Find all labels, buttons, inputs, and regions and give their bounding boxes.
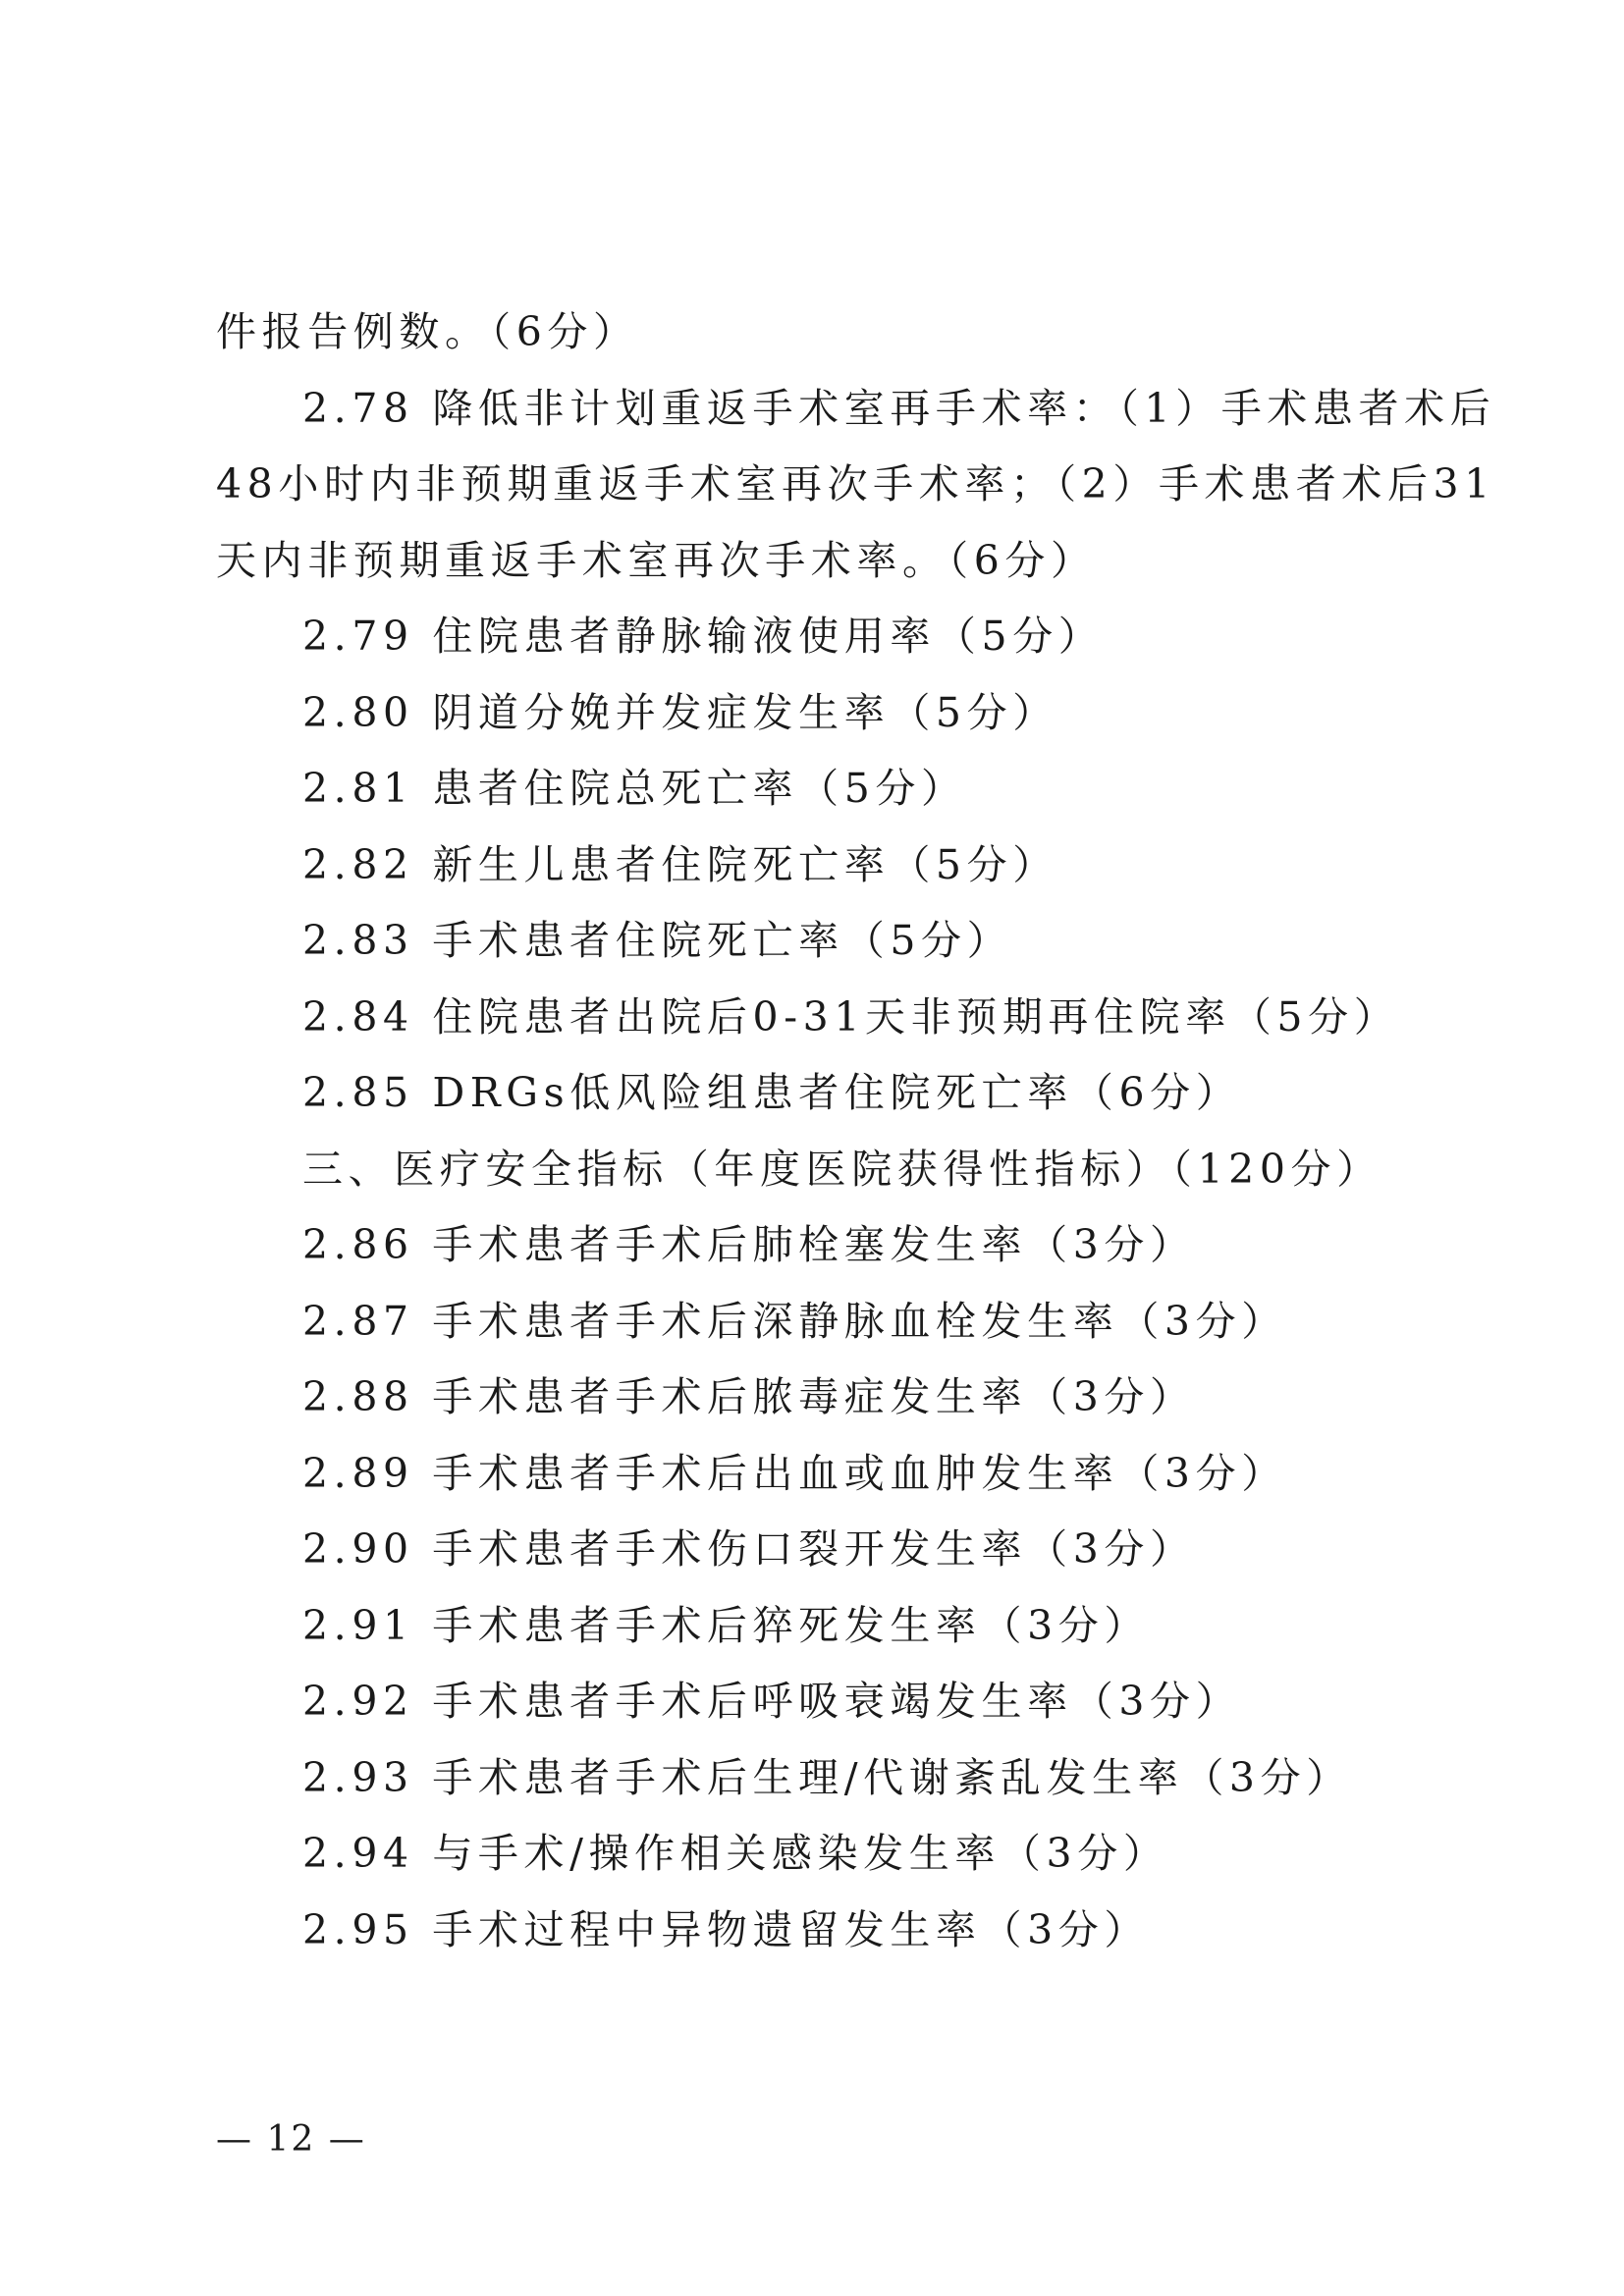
section-heading: 三、医疗安全指标（年度医院获得性指标）（120分）: [302, 1145, 1382, 1193]
text-line: 48小时内非预期重返手术室再次手术率；（2）手术患者术后31: [216, 460, 1495, 507]
text-line: 2.79 住院患者静脉输液使用率（5分）: [302, 613, 1105, 660]
text-line: 2.94 与手术/操作相关感染发生率（3分）: [302, 1830, 1169, 1877]
text-line: 天内非预期重返手术室再次手术率。（6分）: [216, 536, 1097, 584]
text-line: 2.93 手术患者手术后生理/代谢紊乱发生率（3分）: [302, 1753, 1352, 1801]
text-line: 2.87 手术患者手术后深静脉血栓发生率（3分）: [302, 1297, 1287, 1345]
text-line: 件报告例数。（6分）: [216, 308, 639, 355]
text-line: 2.95 手术过程中异物遗留发生率（3分）: [302, 1905, 1151, 1953]
page-number: — 12 —: [216, 2119, 366, 2160]
text-line: 2.83 手术患者住院死亡率（5分）: [302, 917, 1013, 964]
text-line: 2.85 DRGs低风险组患者住院死亡率（6分）: [302, 1069, 1242, 1116]
text-line: 2.80 阴道分娩并发症发生率（5分）: [302, 688, 1058, 736]
text-line: 2.88 手术患者手术后脓毒症发生率（3分）: [302, 1373, 1196, 1420]
text-line: 2.90 手术患者手术伤口裂开发生率（3分）: [302, 1525, 1196, 1573]
document-body: [216, 294, 1496, 1968]
text-line: 2.91 手术患者手术后猝死发生率（3分）: [302, 1601, 1151, 1649]
text-line: 2.81 患者住院总死亡率（5分）: [302, 765, 967, 812]
text-line: 2.86 手术患者手术后肺栓塞发生率（3分）: [302, 1221, 1196, 1268]
text-line: 2.89 手术患者手术后出血或血肿发生率（3分）: [302, 1449, 1287, 1497]
text-line: 2.78 降低非计划重返手术室再手术率：（1）手术患者术后: [302, 384, 1496, 432]
text-line: 2.92 手术患者手术后呼吸衰竭发生率（3分）: [302, 1678, 1242, 1725]
text-line: 2.82 新生儿患者住院死亡率（5分）: [302, 840, 1058, 888]
text-line: 2.84 住院患者出院后0-31天非预期再住院率（5分）: [302, 992, 1400, 1041]
